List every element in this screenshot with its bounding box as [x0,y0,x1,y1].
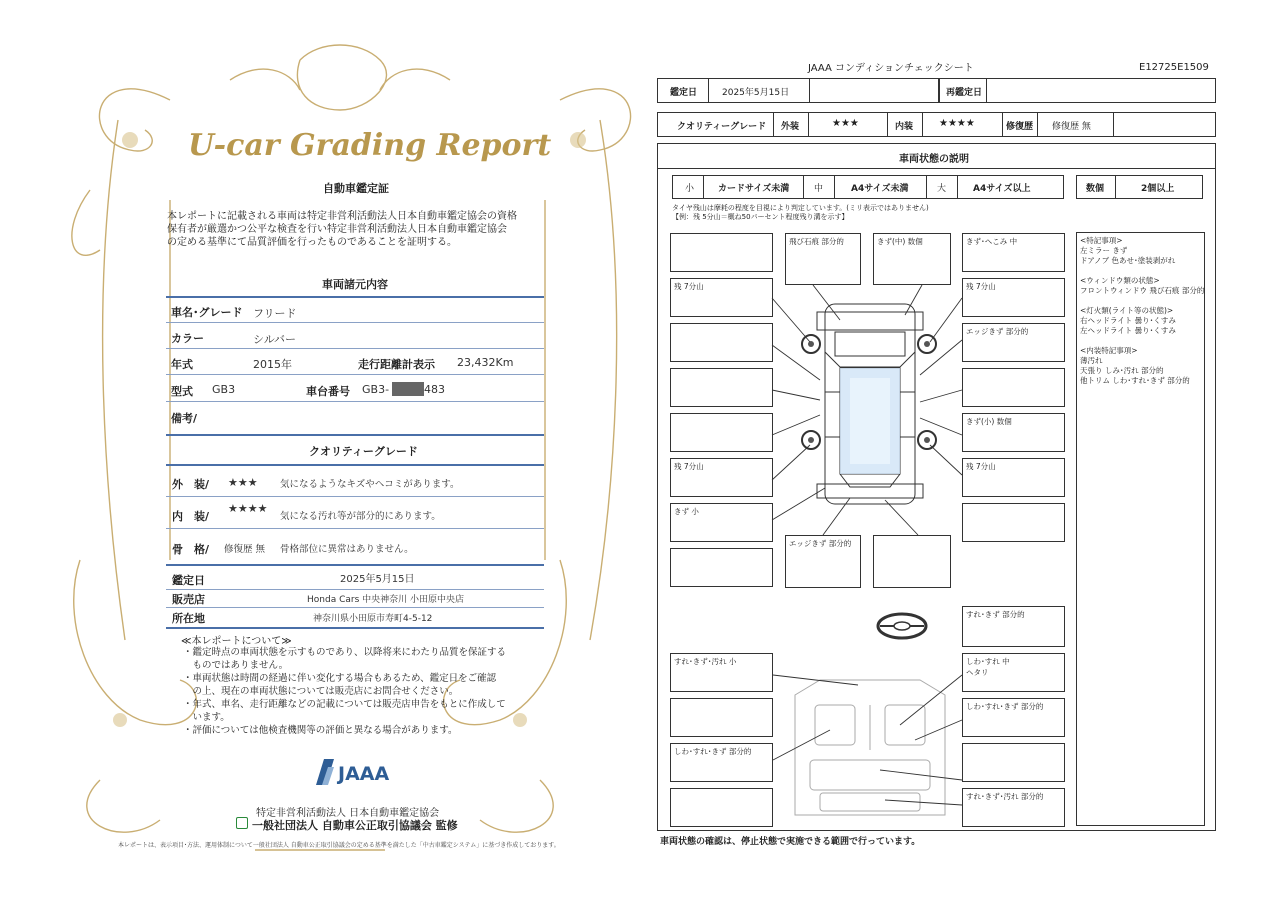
year-label: 年式 [171,358,193,371]
interior-text: 気になる汚れ等が部分的にあります。 [280,511,441,522]
sheet-interior-stars: ★★★★ [939,118,975,129]
damage-box-top-center: 飛び石痕 部分的 [785,233,861,285]
sheet-exterior-stars: ★★★ [832,118,859,129]
note-line: 右ヘッドライト 曇り･くすみ [1080,316,1176,325]
chassis-redaction [392,382,424,396]
fair-trade-icon [236,817,248,829]
steering-wheel-icon [876,611,928,641]
certificate-subtitle: 自動車鑑定証 [323,182,389,195]
note-line [1080,336,1204,346]
date-value: 2025年5月15日 [340,574,415,585]
dealer-value: Honda Cars 中央神奈川 小田原中央店 [307,595,464,605]
org-line-1: 特定非営利活動法人 日本自動車鑑定協会 [256,808,440,819]
year-value: 2015年 [253,358,292,371]
note-line: <灯火類(ライト等の状態)> [1080,306,1174,315]
damage-box-steering: すれ･きず 部分的 [962,606,1065,647]
damage-box-top-right: きず･へこみ 中 [962,233,1065,272]
chassis-value: GB3- [362,383,390,396]
note-line: フロントウィンドウ 飛び石痕 部分的 [1080,286,1205,295]
sheet-code: E12725E1509 [1139,62,1209,73]
frame-text: 骨格部位に異常はありません。 [280,544,414,555]
note-line: 左ヘッドライト 曇り･くすみ [1080,326,1176,335]
note-line: ・車両状態は時間の経過に伴い変化する場合もあるため、鑑定日をご確認 [183,673,497,684]
note-line: ・年式、車名、走行距離などの記載については販売店申告をもとに作成して [183,699,506,710]
note-line: ・評価については他検査機関等の評価と異なる場合があります。 [183,725,458,736]
exterior-label: 外 装/ [172,478,210,491]
size-large: 大 [937,184,947,194]
exterior-text: 気になるようなキズやヘコミがあります。 [280,479,460,490]
sheet-date-value: 2025年5月15日 [722,88,790,98]
sheet-date-label: 鑑定日 [670,88,698,98]
size-small: 小 [685,184,695,194]
intro-line: の定める基準にて品質評価を行ったものであることを証明する。 [167,237,457,248]
size-large-desc: A4サイズ以上 [973,184,1031,194]
color-label: カラー [171,332,204,345]
left-footer: 本レポートは、表示項目･方法、運用体制について一般社団法人 自動車公正取引協議会の定める基準を満たした「中古車鑑定システム」に基づき作成しております。 [118,842,560,849]
note-line: の上、現在の車両状態については販売店にお問合せください。 [183,686,459,697]
date-blank-cell [809,78,939,103]
note-line: ものではありません。 [183,660,289,671]
remarks-label: 備考/ [171,412,198,425]
quality-grade-label: クオリティーグレード [677,122,767,132]
note-line: 天張り しみ･汚れ 部分的 [1080,366,1164,375]
address-label: 所在地 [172,612,205,625]
specs-heading: 車両諸元内容 [322,278,388,291]
model-label: 型式 [171,385,193,398]
leader-lines [660,230,1080,600]
intro-text [167,210,547,249]
damage-box-int-left-1: すれ･きず･汚れ 小 [670,653,773,692]
note-line: <特記事項> [1080,236,1123,245]
org-line-2: 一般社団法人 自動車公正取引協議会 監修 [252,819,458,832]
dealer-label: 販売店 [172,593,205,606]
note-line: 薄汚れ [1080,356,1103,365]
size-small-desc: カードサイズ未満 [718,184,790,194]
mileage-value: 23,432Km [457,356,514,369]
color-value: シルバー [253,333,296,346]
car-name-value: フリード [253,307,297,320]
mileage-label: 走行距離計表示 [358,358,435,371]
note-line: <ウィンドウ類の状態> [1080,276,1160,285]
damage-box-fr-tire: 残 7分山 [962,278,1065,317]
count-value: 2個以上 [1141,184,1175,194]
jaaa-logo-icon [314,757,336,787]
damage-box-int-right-4: すれ･きず･汚れ 部分的 [962,788,1065,827]
tire-note-1: タイヤ残山は摩耗の程度を目視により判定しています。(ミリ表示ではありません) [672,204,929,212]
chassis-label: 車台番号 [306,385,350,398]
notes-list [183,646,543,737]
damage-box-left-small: きず 小 [670,503,773,542]
damage-box-rr-tire: 残 7分山 [962,458,1065,497]
damage-box [670,788,773,827]
damage-box [962,743,1065,782]
note-line: ドアノブ 色あせ･塗装剥がれ [1080,256,1176,265]
note-line: ・鑑定時点の車両状態を示すものであり、以降将来にわたり品質を保証する [183,647,507,658]
damage-box-fl-tire: 残 7分山 [670,278,773,317]
condition-heading: 車両状態の説明 [899,154,969,165]
car-name-label: 車名･グレード [171,306,243,319]
note-line: います。 [183,712,230,723]
model-value: GB3 [212,383,236,396]
car-interior-diagram [770,665,970,830]
note-line: 左ミラー きず [1080,246,1128,255]
notes-heading: ≪本レポートについて≫ [181,636,292,647]
sheet-repair-label: 修復歴 [1006,122,1034,132]
damage-box-int-right-1 [962,653,1065,692]
reinspect-label: 再鑑定日 [946,88,983,98]
intro-line: 本レポートに記載される車両は特定非営利活動法人日本自動車鑑定協会の資格 [167,211,517,222]
damage-box-int-right-2: しわ･すれ･きず 部分的 [962,698,1065,737]
logo-text: JAAA [338,763,390,785]
damage-box [670,698,773,737]
damage-box-right-edge: エッジきず 部分的 [962,323,1065,362]
intro-line: 保有者が厳選かつ公平な検査を行い特定非営利活動法人日本自動車鑑定協会 [167,224,507,235]
repair-blank-cell [1113,112,1216,137]
quality-heading: クオリティーグレード [309,445,418,458]
damage-box-right-small: きず(小) 数個 [962,413,1065,452]
sheet-interior-label: 内装 [895,122,914,132]
frame-value: 修復歴 無 [224,544,266,555]
frame-label: 骨 格/ [172,543,210,556]
damage-box-top-mid: きず(中) 数個 [873,233,951,285]
damage-box-rl-tire: 残 7分山 [670,458,773,497]
note-line: 他トリム しわ･すれ･きず 部分的 [1080,376,1190,385]
count-label: 数個 [1086,184,1105,194]
report-title: U-car Grading Report [188,128,552,163]
chassis-suffix: 483 [424,383,445,396]
size-mid: 中 [814,184,824,194]
note-line [1080,296,1204,306]
sheet-exterior-label: 外装 [781,122,800,132]
sheet-title: JAAA コンディションチェックシート [808,63,974,74]
interior-label: 内 装/ [172,510,210,523]
date-label: 鑑定日 [172,574,205,587]
interior-stars: ★★★★ [228,502,268,515]
int-right-1-line-a: しわ･すれ 中 [966,657,1010,666]
damage-box-int-left-3: しわ･すれ･きず 部分的 [670,743,773,782]
note-line [1080,266,1204,276]
size-mid-desc: A4サイズ未満 [851,184,909,194]
note-line: <内装特記事項> [1080,346,1138,355]
sheet-footer-note: 車両状態の確認は、停止状態で実施できる範囲で行っています。 [660,837,921,847]
damage-box-bottom-edge: エッジきず 部分的 [785,535,861,588]
exterior-stars: ★★★ [228,476,258,489]
int-right-1-line-b: ヘタリ [966,668,989,677]
tire-note-2: 【例：残 5分山＝概ね50パーセント程度残り溝を示す】 [672,213,849,221]
special-notes [1080,236,1204,386]
sheet-repair-value: 修復歴 無 [1052,122,1091,132]
address-value: 神奈川県小田原市寿町4-5-12 [313,614,433,624]
